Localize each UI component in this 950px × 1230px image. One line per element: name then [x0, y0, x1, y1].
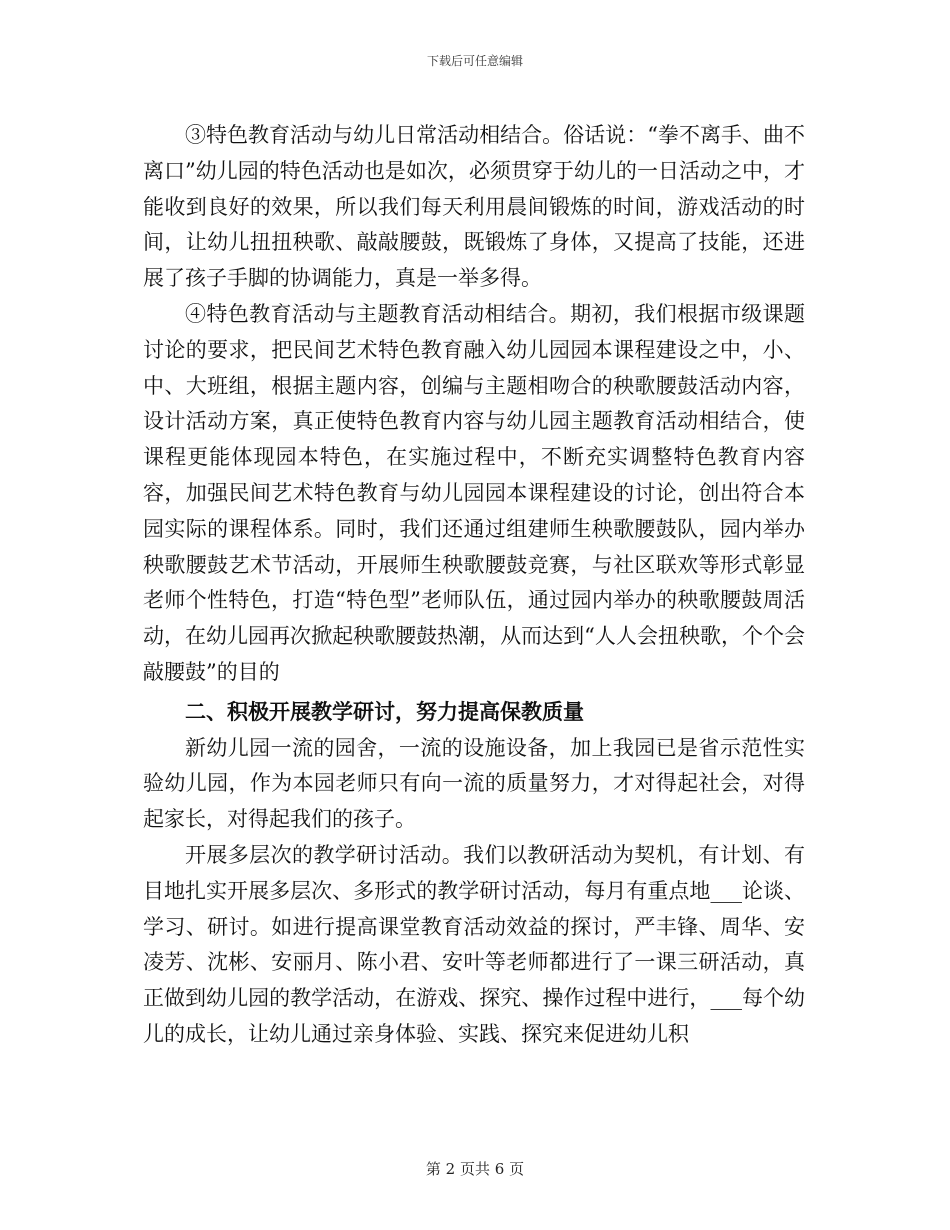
section-heading: 二、积极开展教学研讨，努力提高保教质量: [185, 698, 584, 724]
document-body: [143, 118, 805, 1053]
page-header: 下载后可任意编辑: [426, 54, 523, 68]
page-footer: 第 2 页共 6 页: [425, 1160, 525, 1178]
paragraph-research: 开展多层次的教学研讨活动。我们以教研活动为契机，有计划、有目地扎实开展多层次、多形式的教学研讨活动，每月有重点地___论谈、学习、研讨。如进行提高课堂教育活动效益的探讨，严丰锋、周华、安凌芳、沈彬、安丽月、陈小君、安叶等老师都进行了一课三研活动，真正做到幼儿园的教学活动，在游戏、探究、操作过程中进行，___每个幼儿的成长，让幼儿通过亲身体验、实践、探究来促进幼儿积: [143, 842, 805, 1046]
paragraph-intro: 新幼儿园一流的园舍，一流的设施设备，加上我园已是省示范性实验幼儿园，作为本园老师只有向一流的质量努力，才对得起社会，对得起家长，对得起我们的孩子。: [143, 735, 805, 832]
paragraph-3: ③特色教育活动与幼儿日常活动相结合。俗话说：“拳不离手、曲不离口”幼儿园的特色活动也是如次，必须贯穿于幼儿的一日活动之中，才能收到良好的效果，所以我们每天利用晨间锻炼的时间，游戏活动的时间，让幼儿扭扭秧歌、敲敲腰鼓，既锻炼了身体，又提高了技能，还进展了孩子手脚的协调能力，真是一举多得。: [143, 123, 805, 291]
paragraph-4: ④特色教育活动与主题教育活动相结合。期初，我们根据市级课题讨论的要求，把民间艺术特色教育融入幼儿园园本课程建设之中，小、中、大班组，根据主题内容，创编与主题相吻合的秧歌腰鼓活动内容，设计活动方案，真正使特色教育内容与幼儿园主题教育活动相结合，使课程更能体现园本特色，在实施过程中，不断充实调整特色教育内容容，加强民间艺术特色教育与幼儿园园本课程建设的讨论，创出符合本园实际的课程体系。同时，我们还通过组建师生秧歌腰鼓队，园内举办秧歌腰鼓艺术节活动，开展师生秧歌腰鼓竞赛，与社区联欢等形式彰显老师个性特色，打造“特色型”老师队伍，通过园内举办的秧歌腰鼓周活动，在幼儿园再次掀起秧歌腰鼓热潮，从而达到“人人会扭秧歌，个个会敲腰鼓”的目的: [143, 301, 805, 684]
